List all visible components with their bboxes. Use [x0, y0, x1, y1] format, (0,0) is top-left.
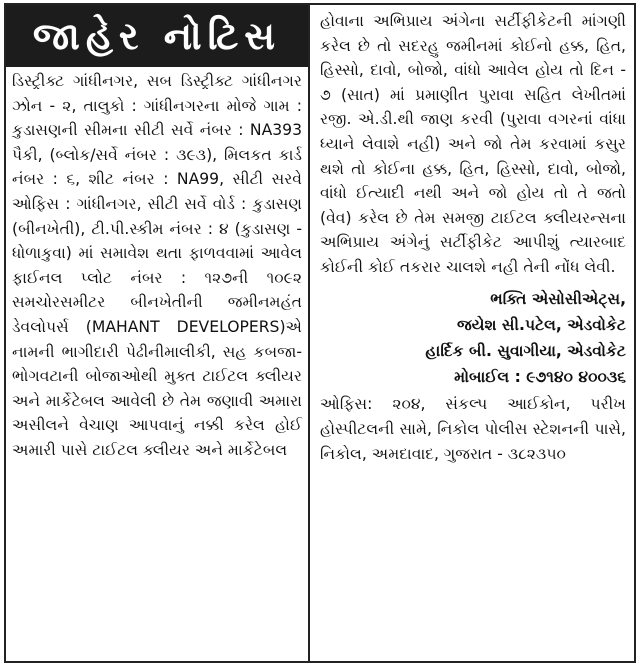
advocate-name-2: હાર્દિક બી. સુવાગીયા, એડવોકેટ — [425, 341, 626, 360]
mobile-number: મોબાઈલ : ૯૭૧૪૦ ૪૦૦૩૬ — [454, 367, 626, 386]
notice-right-column — [310, 5, 634, 661]
public-notice — [4, 3, 636, 663]
advocate-name-1: જયેશ સી.પટેલ, એડવોકેટ — [456, 315, 626, 334]
firm-name: ભક્તિ એસોસીએટ્સ, — [490, 289, 626, 308]
notice-title: જાહેર નોટિસ — [6, 5, 308, 67]
office-address: ઓફિસ: ૨૦૪, સંકલ્પ આઈકોન, પરીખ હોસ્પીટલની સામે, નિકોલ પોલીસ સ્ટેશનની પાસે, નિકોલ, અમદાવાદ, ગુજરાત - ૩૮૨૩૫૦ — [320, 394, 626, 463]
signatory-block — [310, 280, 634, 390]
notice-body-left: ડિસ્ટ્રીક્ટ ગાંધીનગર, સબ ડિસ્ટ્રીક્ટ ગાંધીનગર ઝોન - ૨, તાલુકો : ગાંધીનગરના મોજે ગામ : કુડાસણની સીમના સીટી સર્વે નંબર : NA393 પૈકી, (બ્લોક/સર્વે નંબર : ૩૯૩), મિલકત કાર્ડ નંબર : ૬, શીટ નંબર : NA99, સીટી સરવે ઓફિસ : ગાંધીનગર, સીટી સર્વે વોર્ડ : કુડાસણ (બીનખેતી), ટી.પી.સ્કીમ નંબર : ૪ (કુડાસણ - ધોળાકુવા) માં સમાવેશ થતા ફાળવવામાં આવેલ ફાઈનલ પ્લોટ નંબર : ૧૨૭ની ૧૦૯૨ સમચોરસમીટર બીનખેતીની જમીનમહંત ડેવલોપર્સ (MAHANT DEVELOPERS)એ નામની ભાગીદારી પેઢીનીમાલીકી, સહ કબજા-ભોગવટાની બોજાઓથી મુક્ત ટાઈટલ ક્લીયર અને માર્કેટેબલ આવેલી છે તેમ જણાવી અમારા અસીલને વેચાણ આપવાનું નક્કી કરેલ હોઈ અમારી પાસે ટાઈટલ ક્લીયર અને માર્કેટેબલ — [12, 72, 302, 459]
notice-body-right: હોવાના અભિપ્રાય અંગેના સર્ટીફીકેટની માંગણી કરેલ છે તો સદરહુ જમીનમાં કોઈનો હક્ક, હિત, હિસ્સો, દાવો, બોજો, વાંધો આવેલ હોય તો દિન - ૭ (સાત) માં પ્રમાણીત પુરાવા સહિત લેખીતમાં રજી. એ.ડી.થી જાણ કરવી (પુરાવા વગરનાં વાંધા ધ્યાને લેવાશે નહી) અને જો તેમ કરવામાં કસુર થશે તો કોઈના હક્ક, હિત, હિસ્સો, દાવો, બોજો, વાંધો ઈત્યાદી નથી અને જો હોય તો તે જતો (વેવ) કરેલ છે તેમ સમજી ટાઈટલ ક્લીયરન્સના અભિપ્રાય અંગેનું સર્ટીફીકેટ આપીશું ત્યારબાદ કોઈની કોઈ તકરાર ચાલશે નહી તેની નોંધ લેવી. — [320, 12, 626, 276]
notice-left-column — [6, 5, 310, 661]
